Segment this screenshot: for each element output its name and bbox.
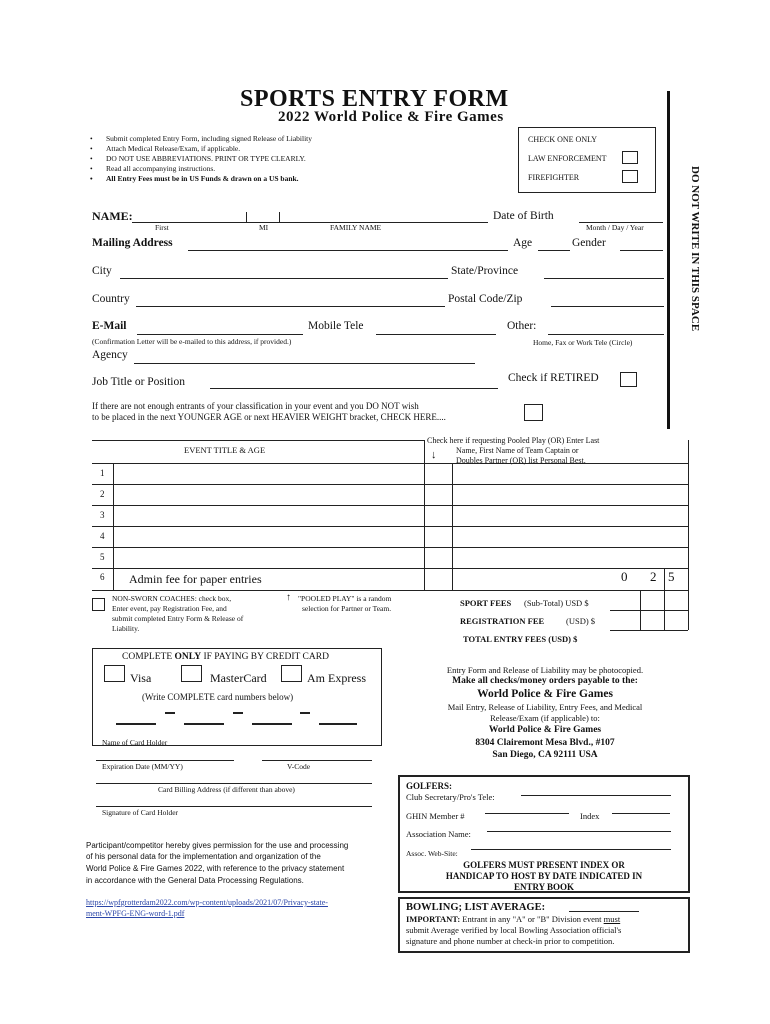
name-divider [246,212,247,222]
email-label: E-Mail [92,320,127,332]
golfers-note-2: HANDICAP TO HOST BY DATE INDICATED IN [445,871,643,881]
age-label: Age [513,237,533,249]
mailing-label: Mailing Address [92,237,173,249]
event-row-line [92,590,688,591]
card-number-line[interactable] [252,723,292,725]
card-number-line[interactable] [116,723,156,725]
registration-fee-sub: (USD) $ [566,616,596,626]
signature-line[interactable] [96,806,372,807]
younger-text-2: to be placed in the next YOUNGER AGE or next HEAVIER WEIGHT bracket, CHECK HERE.... [92,412,446,422]
name-divider [279,212,280,222]
instruction-item: • Read all accompanying instructions. [90,164,450,174]
bowling-line-1 [406,914,620,924]
credit-title-a: COMPLETE [122,652,173,662]
bowling-text-1: Entrant in any "A" or "B" Division event [462,914,602,924]
web-label: Assoc. Web-Site: [406,849,458,858]
other-line[interactable] [548,334,664,335]
state-line[interactable] [544,278,664,279]
mobile-label: Mobile Tele [308,320,364,332]
golfers-note-3: ENTRY BOOK [513,882,575,892]
card-write-note: (Write COMPLETE card numbers below) [142,692,294,702]
row-number: 6 [100,572,105,582]
gender-line[interactable] [620,250,663,251]
age-line[interactable] [538,250,570,251]
visa-label: Visa [130,671,152,685]
row-number: 5 [100,552,105,562]
postal-line[interactable] [551,306,664,307]
instructions-list [90,134,450,184]
mail-instructions-2: Release/Exam (if applicable) to: [490,713,600,723]
association-line[interactable] [487,831,671,832]
mastercard-checkbox[interactable] [181,665,202,682]
retired-checkbox[interactable] [620,372,637,387]
admin-fee-digit: 2 [650,569,657,584]
card-number-line[interactable] [184,723,224,725]
pooled-note-1: Check here if requesting Pooled Play (OR) Enter Last [427,436,600,445]
admin-digit-divider [664,568,665,590]
agency-label: Agency [92,349,128,361]
city-label: City [92,265,112,277]
registration-fee-label: REGISTRATION FEE [460,616,545,626]
pooled-play-text-2: selection for Partner or Team. [302,604,392,613]
exp-line[interactable] [96,760,234,761]
row-number: 3 [100,510,105,520]
event-row-line [92,526,688,527]
card-dash [165,712,175,714]
younger-text-1: If there are not enough entrants of your classification in your event and you DO NOT wish [92,401,419,411]
fee-row-line [610,630,688,631]
firefighter-checkbox[interactable] [622,170,638,183]
event-row-line [92,484,688,485]
city-line[interactable] [120,278,448,279]
email-line[interactable] [137,334,303,335]
pooled-note-2: Name, First Name of Team Captain or [456,446,579,455]
billing-label: Card Billing Address (if different than above) [158,785,295,794]
fee-row-line [610,610,688,611]
address-line-3: San Diego, CA 92111 USA [492,750,598,760]
club-label: Club Secretary/Pro's Tele: [406,792,495,802]
event-row-line [92,568,688,569]
bowling-text-3: signature and phone number at check-in prior to competition. [406,936,615,946]
admin-fee-digit: 0 [621,569,628,584]
admin-fee-label: Admin fee for paper entries [129,572,262,586]
first-hint: First [155,223,169,232]
privacy-text-2: of his personal data for the implementation and organization of the [86,852,321,861]
law-enforcement-checkbox[interactable] [622,151,638,164]
events-header: EVENT TITLE & AGE [184,445,266,455]
mi-hint: MI [259,223,269,232]
signature-label: Signature of Card Holder [102,808,179,817]
instruction-item: • Submit completed Entry Form, including signed Release of Liability [90,134,450,144]
other-label: Other: [507,320,537,332]
down-arrow-icon: ↓ [431,449,437,461]
name-line[interactable] [132,222,488,223]
instruction-item: • All Entry Fees must be in US Funds & drawn on a US bank. [90,174,450,184]
up-arrow-icon: ↑ [286,592,291,603]
instruction-item: • Attach Medical Release/Exam, if applicable. [90,144,450,154]
billing-line[interactable] [96,783,372,784]
bowling-must: must [603,914,621,924]
law-enforcement-label: LAW ENFORCEMENT [528,154,607,163]
event-row-line [92,547,688,548]
web-line[interactable] [471,849,671,850]
sport-fees-sub: (Sub-Total) USD $ [524,598,589,608]
ghin-label: GHIN Member # [406,811,465,821]
mobile-line[interactable] [376,334,496,335]
email-note: (Confirmation Letter will be e-mailed to this address, if provided.) [92,337,292,346]
agency-line[interactable] [134,363,475,364]
side-divider [667,91,670,429]
check-one-title: CHECK ONE ONLY [528,135,597,144]
coaches-text-1: NON-SWORN COACHES: check box, [112,594,232,603]
payable-note: Make all checks/money orders payable to the: [452,676,638,686]
event-row-line [92,505,688,506]
address-line-2: 8304 Clairemont Mesa Blvd., #107 [475,738,615,748]
vcode-label: V-Code [287,762,311,771]
privacy-text-3: World Police & Fire Games 2022, with reference to the privacy statement [86,864,345,873]
row-number: 4 [100,531,105,541]
privacy-text-1: Participant/competitor hereby gives permission for the use and processing [86,841,349,850]
coaches-text-3: submit completed Entry Form & Release of [112,614,244,623]
card-dash [233,712,243,714]
credit-title-c: IF PAYING BY CREDIT CARD [203,652,329,662]
ghin-line[interactable] [485,813,569,814]
bowling-text-2: submit Average verified by local Bowling Association official's [406,925,622,935]
coaches-checkbox[interactable] [92,598,105,611]
row-number: 1 [100,468,105,478]
mail-instructions-1: Mail Entry, Release of Liability, Entry Fees, and Medical [447,702,643,712]
mastercard-label: MasterCard [210,671,267,685]
privacy-text-4: in accordance with the General Data Processing Regulations. [86,876,304,885]
privacy-link-2[interactable]: ment-WPFG-ENG-word-1.pdf [86,909,185,918]
page-title: SPORTS ENTRY FORM [240,86,509,112]
events-col-line [688,440,689,630]
index-label: Index [580,811,600,821]
row-number: 2 [100,489,105,499]
page-subtitle: 2022 World Police & Fire Games [278,109,504,125]
total-fees-label: TOTAL ENTRY FEES (USD) $ [463,634,578,644]
association-label: Association Name: [406,829,471,839]
credit-title-b: ONLY [174,652,202,662]
country-line[interactable] [136,306,445,307]
club-line[interactable] [521,795,671,796]
pooled-play-text-1: "POOLED PLAY" is a random [298,594,392,603]
events-top-line [92,440,425,441]
card-holder-label: Name of Card Holder [102,738,168,747]
do-not-write-note: DO NOT WRITE IN THIS SPACE [689,166,701,332]
state-label: State/Province [451,265,519,277]
privacy-link-1[interactable]: https://wpfgrotterdam2022.com/wp-content/uploads/2021/07/Privacy-state- [86,898,328,907]
family-hint: FAMILY NAME [330,223,382,232]
admin-fee-digit: 5 [668,569,675,584]
index-line[interactable] [612,813,670,814]
org-name: World Police & Fire Games [477,688,613,700]
younger-checkbox[interactable] [524,404,543,421]
name-label: NAME: [92,209,133,223]
retired-label: Check if RETIRED [508,372,599,384]
bowling-important: IMPORTANT: [406,914,461,924]
country-label: Country [92,293,130,305]
visa-checkbox[interactable] [104,665,125,682]
firefighter-label: FIREFIGHTER [528,173,580,182]
job-label: Job Title or Position [92,376,185,388]
card-dash [300,712,310,714]
postal-label: Postal Code/Zip [448,293,523,305]
amex-label: Am Express [307,671,366,685]
expiration-label: Expiration Date (MM/YY) [102,762,183,771]
golfers-title: GOLFERS: [406,781,453,791]
job-line[interactable] [210,388,498,389]
sport-fees-label: SPORT FEES [460,598,512,608]
coaches-text-2: Enter event, pay Registration Fee, and [112,604,227,613]
bowling-title: BOWLING; LIST AVERAGE: [406,902,546,913]
dob-label: Date of Birth [493,210,554,222]
other-note: Home, Fax or Work Tele (Circle) [533,338,633,347]
vcode-line[interactable] [262,760,372,761]
amex-checkbox[interactable] [281,665,302,682]
golfers-note-1: GOLFERS MUST PRESENT INDEX OR [463,860,625,870]
bowling-average-line[interactable] [569,911,639,912]
dob-hint: Month / Day / Year [586,223,644,232]
card-number-line[interactable] [319,723,357,725]
gender-label: Gender [572,237,606,249]
credit-title [122,652,329,662]
coaches-text-4: Liability. [112,624,140,633]
pooled-note-3: Doubles Partner (OR) list Personal Best. [456,456,586,465]
events-header-line [92,463,688,464]
instruction-item: • DO NOT USE ABBREVIATIONS. PRINT OR TYPE CLEARLY. [90,154,450,164]
address-line-1: World Police & Fire Games [488,725,602,735]
mailing-line[interactable] [188,250,508,251]
copy-note: Entry Form and Release of Liability may be photocopied. [446,665,644,675]
